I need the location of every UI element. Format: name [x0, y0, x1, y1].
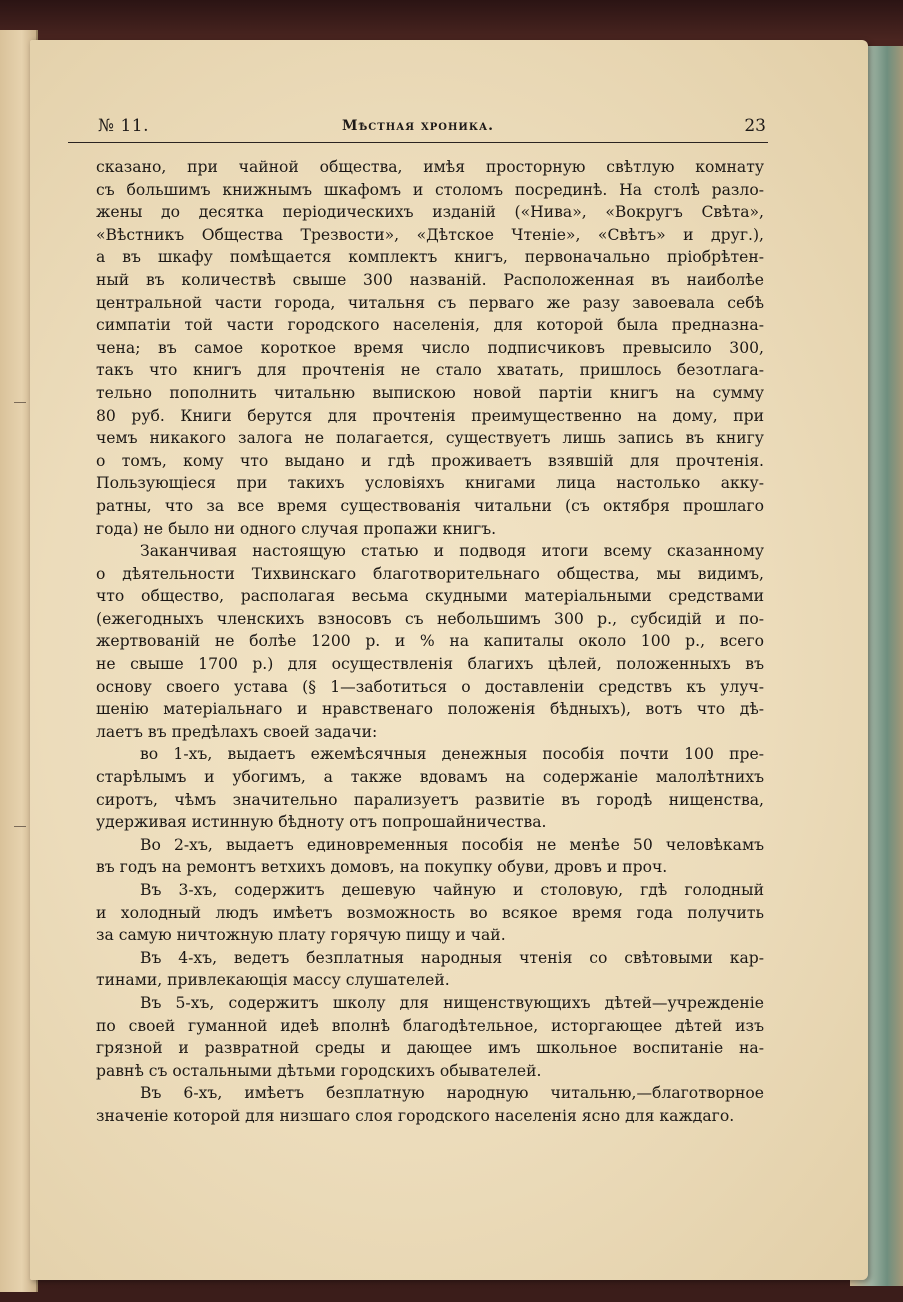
paragraph: [96, 879, 764, 947]
text-line: жертвованій не болѣе 1200 р. и % на капиталы около 100 р., всего: [96, 632, 764, 651]
text-line: года) не было ни одного случая пропажи книгъ.: [96, 519, 497, 538]
text-line: значеніе которой для низшаго слоя городского населенія ясно для каждаго.: [96, 1106, 735, 1125]
text-line: 80 руб. Книги берутся для прочтенія преимущественно на дому, при: [96, 406, 764, 425]
paragraph: [96, 834, 764, 879]
text-line: равнѣ съ остальными дѣтьми городскихъ обывателей.: [96, 1061, 542, 1080]
text-line: за самую ничтожную плату горячую пищу и чай.: [96, 926, 506, 945]
text-line: шенію матеріальнаго и нравственаго положенія бѣдныхъ), вотъ что дѣ-: [96, 700, 764, 719]
text-line: Во 2-хъ, выдаетъ единовременныя пособія не менѣе 50 человѣкамъ: [140, 835, 764, 854]
margin-mark: [14, 402, 26, 403]
text-line: что общество, располагая весьма скудными матеріальными средствами: [96, 587, 764, 606]
paragraph: [96, 156, 764, 540]
text-line: сиротъ, чѣмъ значительно парализуетъ развитіе въ городѣ нищенства,: [96, 790, 764, 809]
text-line: тельно пополнить читальню выпискою новой партіи книгъ на сумму: [96, 383, 764, 402]
text-line: и холодный людъ имѣетъ возможность во всякое время года получить: [96, 903, 764, 922]
text-line: чемъ никакого залога не полагается, существуетъ лишь запись въ книгу: [96, 429, 764, 448]
running-header: [68, 116, 768, 143]
text-line: сказано, при чайной общества, имѣя просторную свѣтлую комнату: [96, 158, 764, 176]
text-line: Въ 3-хъ, содержитъ дешевую чайную и столовую, гдѣ голодный: [140, 881, 764, 899]
text-line: не свыше 1700 р.) для осуществленія благихъ цѣлей, положенныхъ въ: [96, 655, 764, 674]
section-title: Мѣстная хроника.: [342, 118, 494, 134]
text-line: ный въ количествѣ свыше 300 названій. Расположенная въ наиболѣе: [96, 270, 764, 289]
text-line: чена; въ самое короткое время число подписчиковъ превысило 300,: [96, 338, 764, 357]
article-body: [96, 156, 764, 1128]
text-line: Въ 5-хъ, содержитъ школу для нищенствующихъ дѣтей—учрежденіе: [140, 993, 764, 1012]
text-line: старѣлымъ и убогимъ, а также вдовамъ на содержаніе малолѣтнихъ: [96, 768, 764, 787]
text-line: по своей гуманной идеѣ вполнѣ благодѣтельное, исторгающее дѣтей изъ: [96, 1016, 764, 1035]
text-line: центральной части города, читальня съ перваго же разу завоевала себѣ: [96, 293, 764, 312]
text-line: такъ что книгъ для прочтенія не стало хватать, пришлось безотлага-: [96, 361, 764, 380]
text-line: Заканчивая настоящую статью и подводя итоги всему сказанному: [140, 542, 764, 561]
text-line: удерживая истинную бѣдноту отъ попрошайничества.: [96, 813, 547, 832]
page-number: 23: [744, 116, 766, 136]
text-line: Въ 6-хъ, имѣетъ безплатную народную читальню,—благотворное: [140, 1084, 764, 1103]
text-line: «Вѣстникъ Общества Трезвости», «Дѣтское Чтеніе», «Свѣтъ» и друг.),: [96, 225, 764, 244]
paragraph: [96, 947, 764, 992]
text-line: Пользующіеся при такихъ условіяхъ книгами лица настолько акку-: [96, 474, 764, 493]
text-line: а въ шкафу помѣщается комплектъ книгъ, первоначально пріобрѣтен-: [96, 248, 764, 267]
text-line: тинами, привлекающія массу слушателей.: [96, 971, 450, 990]
paragraph: [96, 743, 764, 833]
paragraph: [96, 992, 764, 1082]
paragraph: [96, 1082, 764, 1127]
text-line: съ большимъ книжнымъ шкафомъ и столомъ посрединѣ. На столѣ разло-: [96, 180, 764, 199]
text-line: въ годъ на ремонтъ ветхихъ домовъ, на покупку обуви, дровъ и проч.: [96, 858, 668, 877]
text-line: жены до десятка періодическихъ изданій («Нива», «Вокругъ Свѣта»,: [96, 203, 764, 222]
text-line: о дѣятельности Тихвинскаго благотворительнаго общества, мы видимъ,: [96, 564, 764, 583]
paragraph: [96, 540, 764, 743]
margin-mark: [14, 826, 26, 827]
text-line: ратны, что за все время существованія читальни (съ октября прошлаго: [96, 496, 764, 515]
text-line: Въ 4-хъ, ведетъ безплатныя народныя чтенія со свѣтовыми кар-: [140, 948, 764, 967]
text-line: лаетъ въ предѣлахъ своей задачи:: [96, 722, 378, 741]
issue-number: № 11.: [98, 116, 150, 136]
text-line: (ежегодныхъ членскихъ взносовъ съ небольшимъ 300 р., субсидій и по-: [96, 609, 764, 628]
text-line: основу своего устава (§ 1—заботиться о доставленіи средствъ къ улуч-: [96, 677, 764, 696]
text-line: грязной и развратной среды и дающее имъ школьное воспитаніе на-: [96, 1039, 764, 1058]
text-line: во 1-хъ, выдаетъ ежемѣсячныя денежныя пособія почти 100 пре-: [140, 745, 764, 764]
text-line: симпатіи той части городского населенія, для которой была предназна-: [96, 316, 764, 335]
text-line: о томъ, кому что выдано и гдѣ проживаетъ взявшій для прочтенія.: [96, 451, 764, 470]
